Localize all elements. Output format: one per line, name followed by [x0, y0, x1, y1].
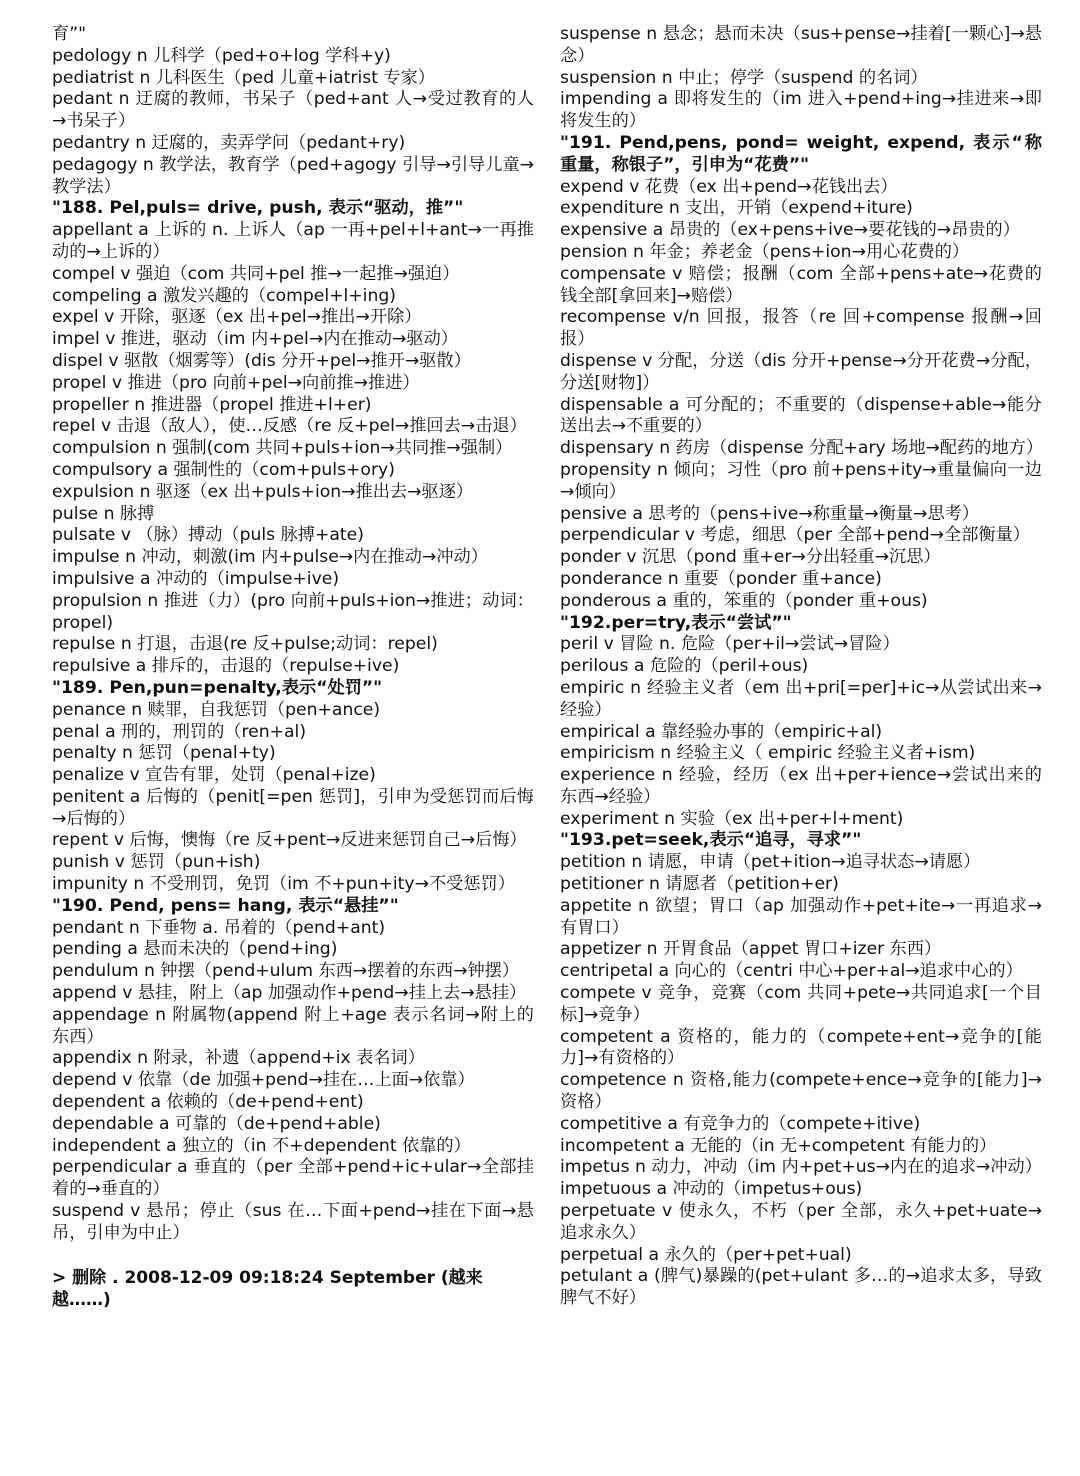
vocab-entry: propulsion n 推进（力）(pro 向前+puls+ion→推进；动词：propel): [52, 590, 534, 633]
vocab-entry: compeling a 激发兴趣的（compel+l+ing): [52, 285, 396, 306]
vocab-entry: impulsive a 冲动的（impulse+ive): [52, 568, 340, 589]
section-heading: "191. Pend,pens, pond= weight, expend, 表示“称重量，称银子”，引申为“花费”": [560, 132, 1042, 175]
vocab-entry: suspend v 悬吊；停止（sus 在…下面+pend→挂在下面→悬吊，引申为中止）: [52, 1201, 534, 1243]
vocab-entry: penitent a 后悔的（penit[=pen 惩罚]，引申为受惩罚而后悔→后悔的）: [52, 786, 534, 829]
vocab-entry: pedant n 迂腐的教师，书呆子（ped+ant 人→受过教育的人→书呆子）: [52, 89, 534, 132]
footer-note: > 删除 . 2008-12-09 09:18:24 September (越来越……): [52, 1267, 483, 1310]
vocab-entry: repel v 击退（敌人），使…反感（re 反+pel→推回去→击退）: [52, 416, 527, 437]
vocab-entry: impunity n 不受刑罚，免罚（im 不+pun+ity→不受惩罚）: [52, 874, 515, 895]
vocab-entry: pedagogy n 教学法，教育学（ped+agogy 引导→引导儿童→教学法）: [52, 154, 534, 197]
section-heading: "189. Pen,pun=penalty,表示“处罚”": [52, 677, 383, 698]
vocab-entry: impel v 推进，驱动（im 内+pel→内在推动→驱动）: [52, 329, 458, 350]
vocab-entry: propeller n 推进器（propel 推进+l+er): [52, 394, 372, 415]
vocab-entry: expel v 开除，驱逐（ex 出+pel→推出→开除）: [52, 307, 422, 328]
vocab-entry: suspension n 中止；停学（suspend 的名词）: [560, 67, 928, 88]
right-column: [560, 24, 1042, 1310]
vocab-entry: penalty n 惩罚（penal+ty): [52, 743, 276, 764]
vocab-entry: impulse n 冲动，刺激(im 内+pulse→内在推动→冲动）: [52, 547, 488, 568]
vocab-entry: repulse n 打退，击退(re 反+pulse;动词：repel): [52, 634, 438, 655]
vocab-entry: empirical a 靠经验办事的（empiric+al): [560, 721, 883, 742]
vocab-entry: propel v 推进（pro 向前+pel→向前推→推进）: [52, 372, 420, 393]
vocab-entry: competitive a 有竞争力的（compete+itive): [560, 1113, 921, 1134]
vocab-entry: compensate v 赔偿；报酬（com 全部+pens+ate→花费的钱全部[拿回来]→赔偿）: [560, 263, 1042, 306]
vocab-entry: appendix n 附录，补遗（append+ix 表名词）: [52, 1048, 425, 1069]
vocab-entry: incompetent a 无能的（in 无+competent 有能力的）: [560, 1135, 997, 1156]
vocab-entry: pendant n 下垂物 a. 吊着的（pend+ant): [52, 917, 386, 938]
left-column: [52, 24, 534, 1311]
vocab-entry: petitioner n 请愿者（petition+er): [560, 874, 839, 895]
vocab-entry: experiment n 实验（ex 出+per+l+ment): [560, 808, 904, 829]
vocab-entry: appetizer n 开胃食品（appet 胃口+izer 东西）: [560, 939, 942, 960]
vocab-entry: impending a 即将发生的（im 进入+pend+ing→挂进来→即将发生的）: [560, 89, 1042, 132]
section-heading: "188. Pel,puls= drive, push, 表示“驱动，推”": [52, 198, 464, 219]
vocab-entry: perpetual a 永久的（per+pet+ual): [560, 1244, 852, 1265]
vocab-entry: dispensary n 药房（dispense 分配+ary 场地→配药的地方）: [560, 438, 1044, 459]
vocab-entry: penance n 赎罪，自我惩罚（pen+ance): [52, 699, 381, 720]
section-heading: "190. Pend, pens= hang, 表示“悬挂”": [52, 895, 399, 916]
vocab-entry: appellant a 上诉的 n. 上诉人（ap 一再+pel+l+ant→一再推动的→上诉的）: [52, 220, 534, 262]
vocab-entry: pediatrist n 儿科医生（ped 儿童+iatrist 专家）: [52, 67, 435, 88]
vocab-entry: dispensable a 可分配的；不重要的（dispense+able→能分送出去→不重要的）: [560, 394, 1042, 437]
vocab-entry: perpendicular v 考虑，细思（per 全部+pend→全部衡量）: [560, 525, 1030, 546]
vocab-entry: dispel v 驱散（烟雾等）(dis 分开+pel→推开→驱散）: [52, 350, 471, 371]
vocab-entry: penal a 刑的，刑罚的（ren+al): [52, 721, 307, 742]
vocab-entry: petulant a (脾气)暴躁的(pet+ulant 多…的→追求太多，导致脾气不好）: [560, 1266, 1042, 1309]
vocab-entry: ponder v 沉思（pond 重+er→分出轻重→沉思）: [560, 547, 941, 568]
vocab-entry: recompense v/n 回报，报答（re 回+compense 报酬→回报）: [560, 307, 1042, 350]
vocab-entry: expulsion n 驱逐（ex 出+puls+ion→推出去→驱逐）: [52, 481, 474, 502]
vocab-entry: pension n 年金；养老金（pens+ion→用心花费的）: [560, 241, 970, 262]
vocab-entry: expensive a 昂贵的（ex+pens+ive→要花钱的→昂贵的）: [560, 220, 1020, 241]
vocab-entry: competent a 资格的，能力的（compete+ent→竞争的[能力]→有资格的）: [560, 1026, 1042, 1069]
vocab-entry: expenditure n 支出，开销（expend+iture): [560, 198, 913, 219]
vocab-entry: propensity n 倾向；习性（pro 前+pens+ity→重量偏向一边→倾向）: [560, 459, 1042, 502]
vocab-entry: pulsate v （脉）搏动（puls 脉搏+ate): [52, 525, 364, 546]
vocab-entry: expend v 花费（ex 出+pend→花钱出去）: [560, 176, 898, 197]
vocab-entry: 育”": [52, 24, 86, 44]
vocab-entry: repent v 后悔，懊悔（re 反+pent→反进来惩罚自己→后悔）: [52, 830, 527, 851]
vocab-entry: compulsion n 强制(com 共同+puls+ion→共同推→强制）: [52, 438, 513, 459]
vocab-entry: pedology n 儿科学（ped+o+log 学科+y): [52, 45, 391, 66]
vocab-entry: perpendicular a 垂直的（per 全部+pend+ic+ular→全部挂着的→垂直的）: [52, 1157, 534, 1200]
vocab-entry: compel v 强迫（com 共同+pel 推→一起推→强迫）: [52, 263, 460, 284]
vocab-entry: pending a 悬而未决的（pend+ing): [52, 939, 338, 960]
vocab-entry: petition n 请愿，申请（pet+ition→追寻状态→请愿）: [560, 852, 981, 873]
vocab-entry: appendage n 附属物(append 附上+age 表示名词→附上的东西）: [52, 1004, 534, 1047]
vocab-entry: perilous a 危险的（peril+ous): [560, 656, 809, 677]
section-heading: "192.per=try,表示“尝试”": [560, 612, 792, 633]
vocab-entry: experience n 经验，经历（ex 出+per+ience→尝试出来的东西→经验）: [560, 765, 1042, 807]
vocab-entry: centripetal a 向心的（centri 中心+per+al→追求中心的）: [560, 961, 1023, 982]
vocab-entry: peril v 冒险 n. 危险（per+il→尝试→冒险）: [560, 634, 900, 655]
section-heading: "193.pet=seek,表示“追寻，寻求”": [560, 830, 862, 851]
vocab-entry: impetuous a 冲动的（impetus+ous): [560, 1179, 863, 1200]
vocab-entry: compete v 竞争，竞赛（com 共同+pete→共同追求[一个目标]→竞争）: [560, 983, 1042, 1025]
vocab-entry: append v 悬挂，附上（ap 加强动作+pend→挂上去→悬挂）: [52, 983, 527, 1004]
vocab-entry: suspense n 悬念；悬而未决（sus+pense→挂着[一颗心]→悬念）: [560, 24, 1042, 66]
vocab-entry: ponderance n 重要（ponder 重+ance): [560, 568, 882, 589]
vocab-entry: repulsive a 排斥的，击退的（repulse+ive): [52, 656, 400, 677]
vocab-entry: penalize v 宣告有罪，处罚（penal+ize): [52, 765, 376, 786]
vocab-entry: empiric n 经验主义者（em 出+pri[=per]+ic→从尝试出来→经验）: [560, 677, 1042, 720]
vocab-entry: perpetuate v 使永久，不朽（per 全部，永久+pet+uate→追求永久）: [560, 1201, 1042, 1243]
vocab-entry: dispense v 分配，分送（dis 分开+pense→分开花费→分配，分送[财物]）: [560, 350, 1042, 393]
vocab-entry: impetus n 动力，冲动（im 内+pet+us→内在的追求→冲动）: [560, 1157, 1042, 1178]
vocab-entry: depend v 依靠（de 加强+pend→挂在…上面→依靠）: [52, 1070, 475, 1091]
vocab-entry: appetite n 欲望；胃口（ap 加强动作+pet+ite→一再追求→有胃口）: [560, 895, 1042, 938]
vocab-entry: dependable a 可靠的（de+pend+able): [52, 1113, 381, 1134]
vocab-entry: ponderous a 重的，笨重的（ponder 重+ous): [560, 590, 928, 611]
vocab-entry: pulse n 脉搏: [52, 503, 155, 524]
vocab-entry: competence n 资格,能力(compete+ence→竞争的[能力]→资格）: [560, 1070, 1042, 1113]
vocab-entry: punish v 惩罚（pun+ish): [52, 852, 261, 873]
vocab-entry: pedantry n 迂腐的，卖弄学问（pedant+ry): [52, 132, 406, 153]
vocab-entry: pendulum n 钟摆（pend+ulum 东西→摆着的东西→钟摆）: [52, 961, 520, 982]
vocab-entry: empiricism n 经验主义（ empiric 经验主义者+ism): [560, 743, 976, 764]
vocab-entry: pensive a 思考的（pens+ive→称重量→衡量→思考）: [560, 503, 980, 524]
vocab-entry: dependent a 依赖的（de+pend+ent): [52, 1092, 364, 1113]
vocab-entry: compulsory a 强制性的（com+puls+ory): [52, 459, 395, 480]
vocab-entry: independent a 独立的（in 不+dependent 依靠的）: [52, 1135, 471, 1156]
